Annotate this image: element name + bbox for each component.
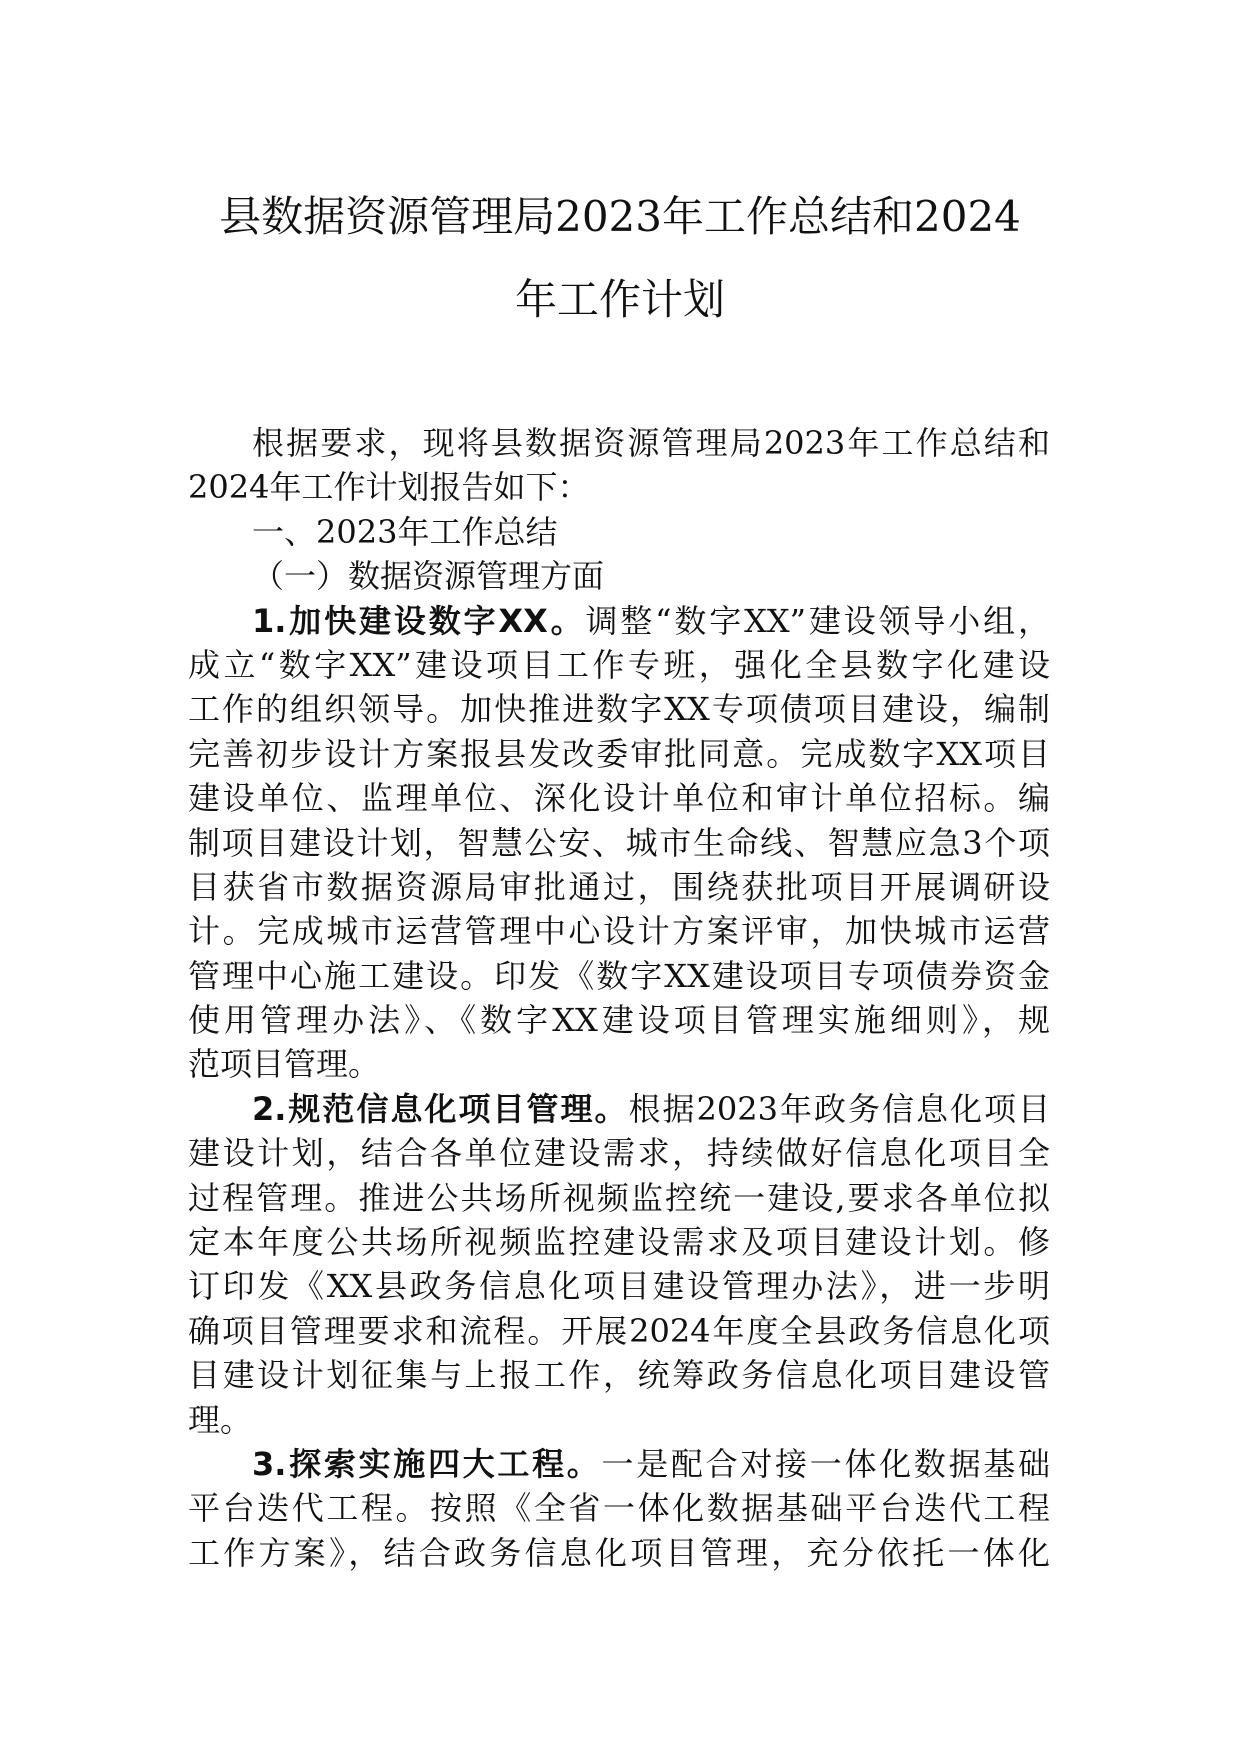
paragraph-2-line: 过程管理。推进公共场所视频监控统一建设,要求各单位拟 bbox=[188, 1178, 1050, 1217]
paragraph-1-line: 计。完成城市运营管理中心设计方案评审，加快城市运营 bbox=[188, 912, 1050, 951]
paragraph-1-line: 目获省市数据资源局审批通过，围绕获批项目开展调研设 bbox=[188, 867, 1050, 906]
paragraph-1-lead: 1.加快建设数字XX。 bbox=[252, 601, 586, 640]
paragraph-3-line: 平台迭代工程。按照《全省一体化数据基础平台迭代工程 bbox=[188, 1489, 1050, 1528]
paragraph-1-line: 制项目建设计划，智慧公安、城市生命线、智慧应急3个项 bbox=[188, 823, 1050, 862]
subsection-heading: （一）数据资源管理方面 bbox=[252, 557, 605, 596]
paragraph-1-first-rest: 调整“数字XX”建设领导小组， bbox=[585, 601, 1050, 640]
paragraph-2-lead: 2.规范信息化项目管理。 bbox=[252, 1089, 629, 1128]
intro-line-2: 2024年工作计划报告如下： bbox=[188, 468, 590, 507]
paragraph-2-line: 目建设计划征集与上报工作，统筹政务信息化项目建设管 bbox=[188, 1356, 1050, 1395]
paragraph-2-line: 理。 bbox=[188, 1400, 253, 1439]
document-title-line-2: 年工作计划 bbox=[514, 275, 725, 324]
paragraph-2-first-rest: 根据2023年政务信息化项目 bbox=[628, 1089, 1050, 1128]
document-body bbox=[188, 421, 1050, 1575]
paragraph-2-first-line bbox=[188, 1087, 1050, 1131]
paragraph-3-lead: 3.探索实施四大工程。 bbox=[252, 1444, 602, 1483]
paragraph-3-first-line bbox=[188, 1442, 1050, 1486]
paragraph-1-line: 使用管理办法》、《数字XX建设项目管理实施细则》，规 bbox=[188, 1001, 1050, 1040]
paragraph-2-line: 订印发《XX县政务信息化项目建设管理办法》，进一步明 bbox=[188, 1267, 1050, 1306]
paragraph-3-first-rest: 一是配合对接一体化数据基础 bbox=[601, 1444, 1050, 1483]
paragraph-1-line: 完善初步设计方案报县发改委审批同意。完成数字XX项目 bbox=[188, 734, 1050, 773]
document-title-line-1: 县数据资源管理局2023年工作总结和2024 bbox=[219, 192, 1021, 241]
paragraph-1-line: 工作的组织领导。加快推进数字XX专项债项目建设，编制 bbox=[188, 690, 1050, 729]
paragraph-2-line: 建设计划，结合各单位建设需求，持续做好信息化项目全 bbox=[188, 1134, 1050, 1173]
paragraph-3-line: 工作方案》，结合政务信息化项目管理，充分依托一体化 bbox=[188, 1533, 1050, 1572]
paragraph-1-line: 建设单位、监理单位、深化设计单位和审计单位招标。编 bbox=[188, 779, 1050, 818]
paragraph-1-line: 管理中心施工建设。印发《数字XX建设项目专项债券资金 bbox=[188, 956, 1050, 995]
paragraph-1-first-line bbox=[188, 599, 1050, 643]
paragraph-2-line: 定本年度公共场所视频监控建设需求及项目建设计划。修 bbox=[188, 1223, 1050, 1262]
paragraph-2-line: 确项目管理要求和流程。开展2024年度全县政务信息化项 bbox=[188, 1311, 1050, 1350]
paragraph-1-line: 范项目管理。 bbox=[188, 1045, 381, 1084]
section-heading: 一、2023年工作总结 bbox=[252, 512, 558, 551]
paragraph-1-line: 成立“数字XX”建设项目工作专班，强化全县数字化建设 bbox=[188, 645, 1050, 684]
intro-line-1: 根据要求，现将县数据资源管理局2023年工作总结和 bbox=[252, 424, 1050, 462]
